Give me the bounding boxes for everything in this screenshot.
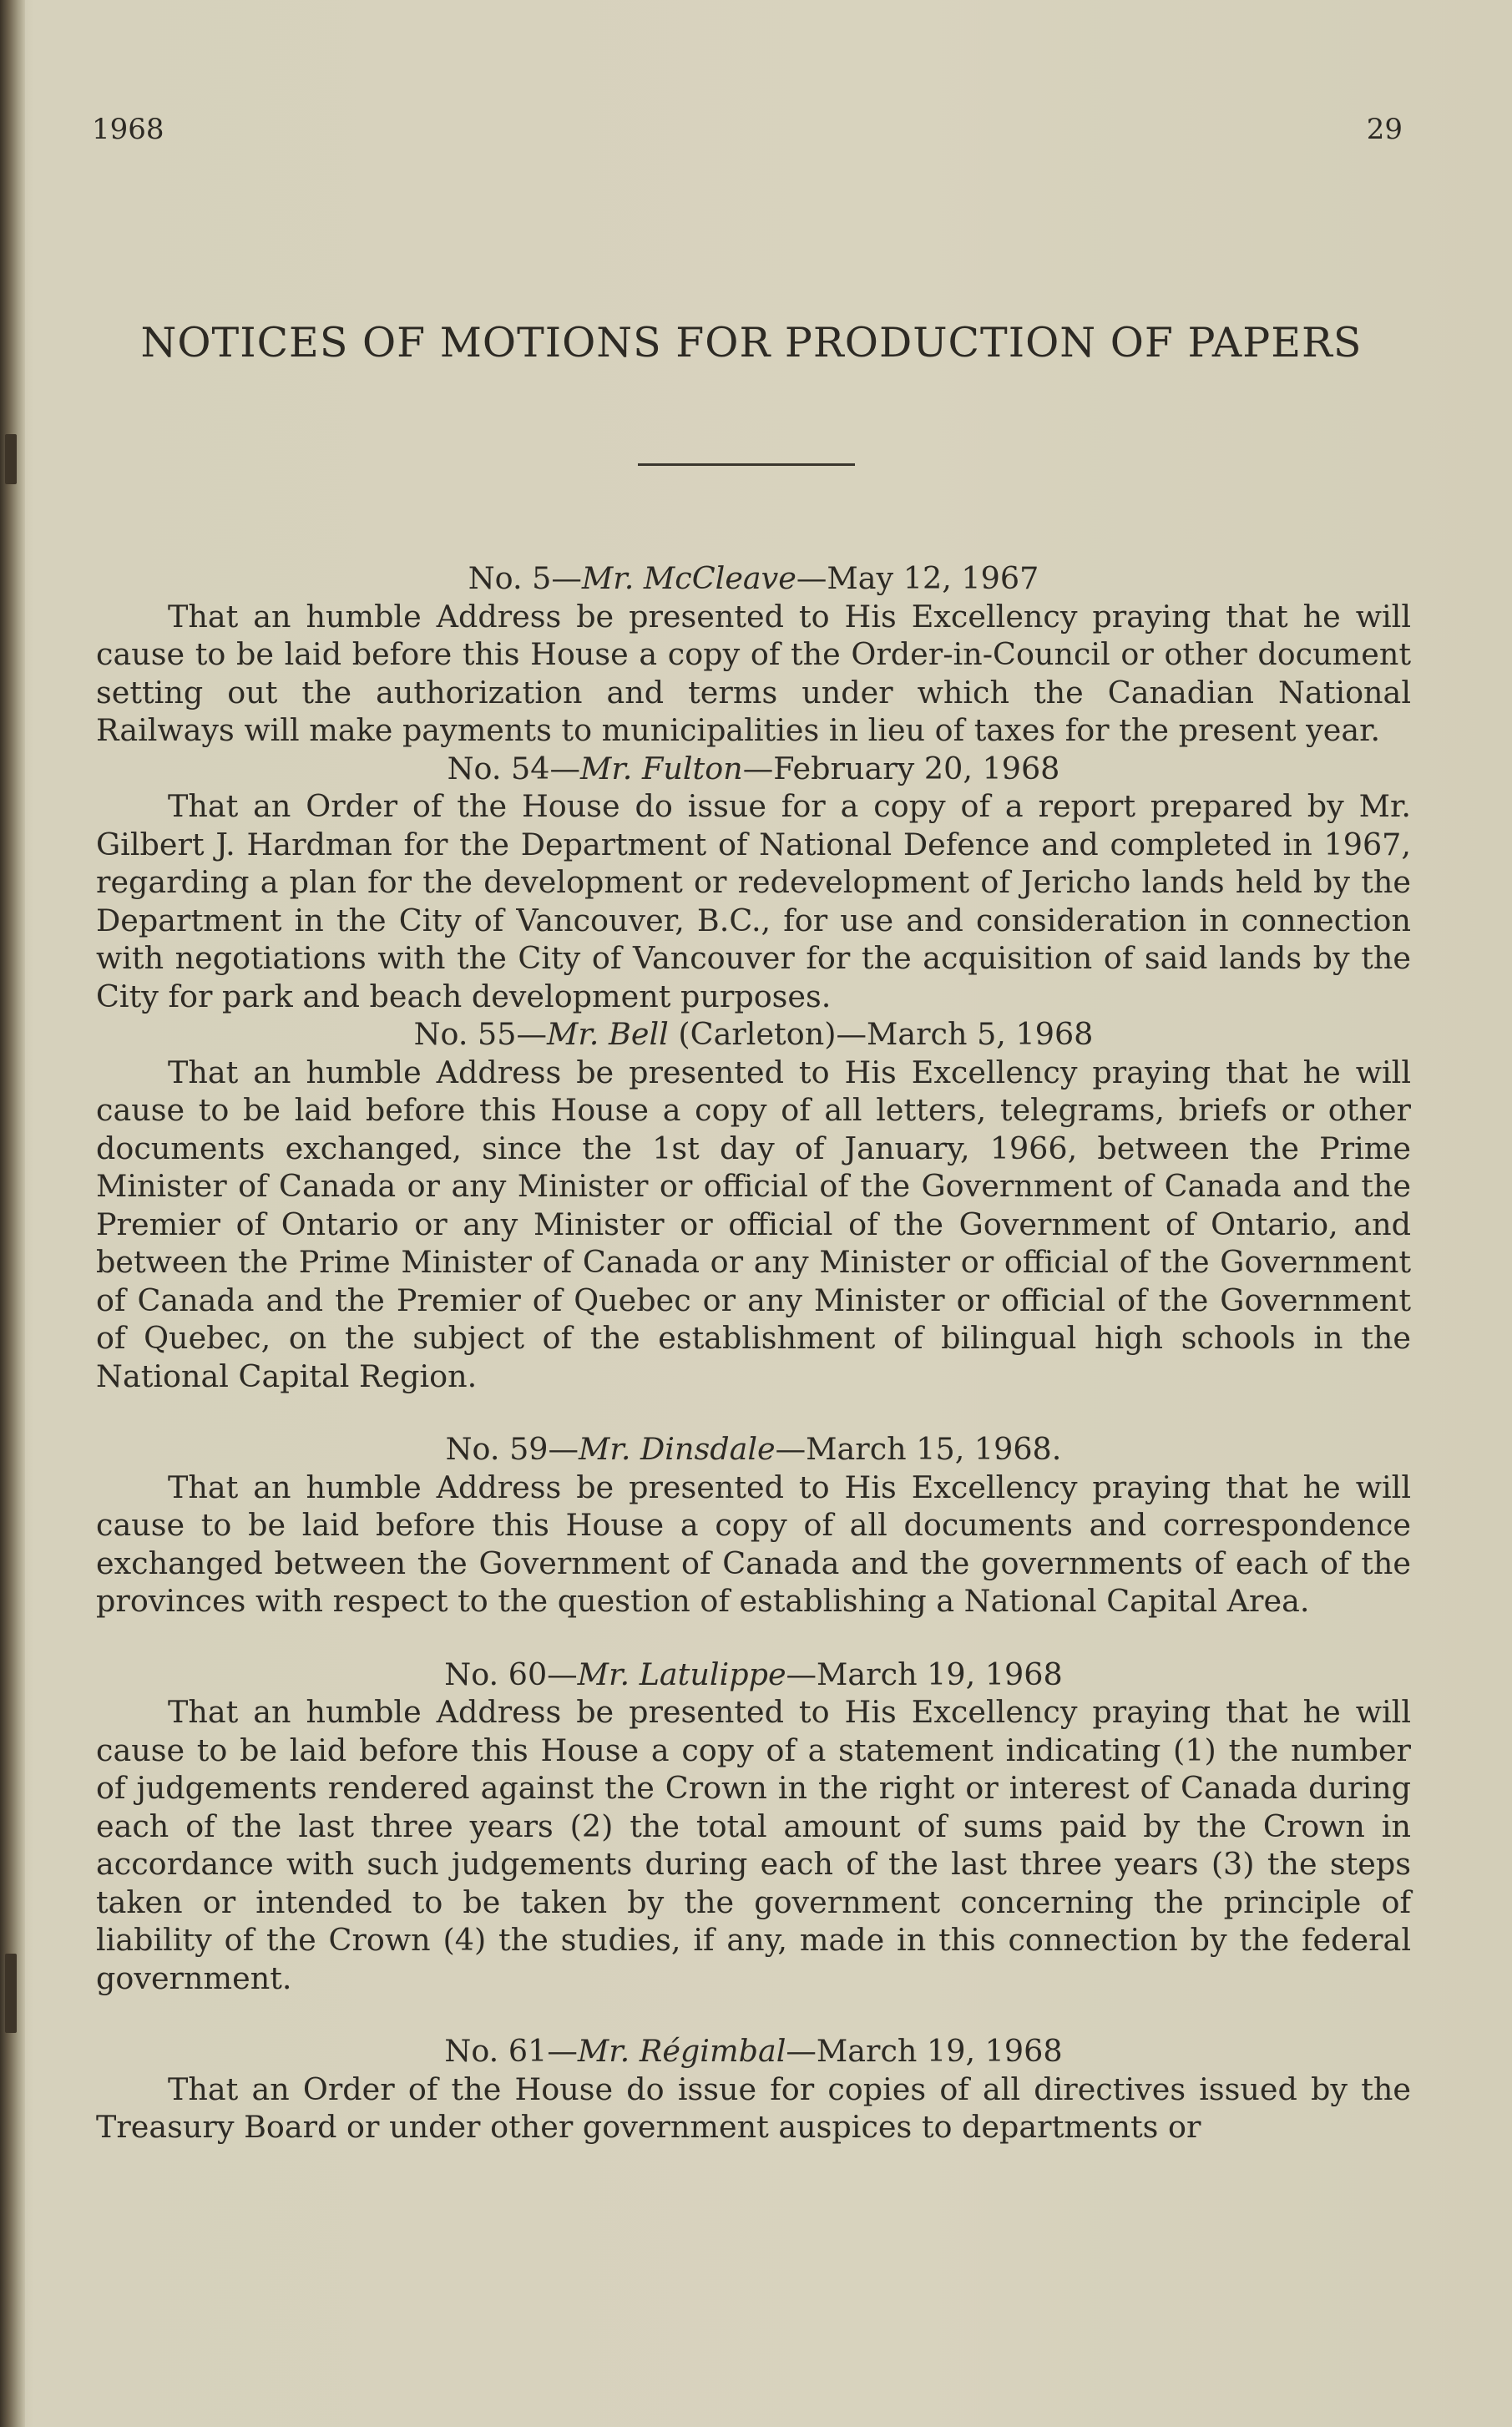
motion-item — [96, 1015, 1411, 1395]
motion-heading: No. 61—Mr. Régimbal—March 19, 1968 — [444, 2033, 1063, 2069]
motions-list — [96, 559, 1411, 2146]
page-number: 29 — [1366, 113, 1403, 146]
book-spine — [0, 0, 25, 2427]
page-header — [92, 113, 1403, 163]
motion-text: That an Order of the House do issue for a copy of a report prepared by Mr. Gilbert J. Hardman for the Department of National Defence and completed in 1967, regarding a plan for the development or redevelopment of Jericho lands held by the Department in the City of Vancouver, B.C., for use and consideration in connection with negotiations with the City of Vancouver for the acquisition of said lands by the City for park and beach development purposes. — [96, 788, 1411, 1014]
motion-number: No. 5 — [468, 560, 552, 596]
page-title: NOTICES OF MOTIONS FOR PRODUCTION OF PAPERS — [140, 319, 1363, 367]
motion-item — [96, 1656, 1411, 1998]
motion-member: Mr. Dinsdale — [579, 1431, 776, 1467]
binding-mark — [5, 434, 17, 484]
motion-heading: No. 54—Mr. Fulton—February 20, 1968 — [447, 750, 1060, 786]
spacer — [96, 1997, 1411, 2032]
spacer — [96, 1621, 1411, 1656]
motion-heading: No. 55—Mr. Bell (Carleton)—March 5, 1968 — [413, 1016, 1094, 1052]
motion-number: No. 59 — [445, 1431, 549, 1467]
motion-text: That an humble Address be presented to His Excellency praying that he will cause to be laid before this House a copy of the Order-in-Council or other document setting out the authorization and terms under which the Canadian National Railways will make payments to municipalities in lieu of taxes for the present year. — [96, 598, 1411, 748]
motion-date: March 15, 1968. — [806, 1431, 1062, 1467]
motion-member: Mr. Bell — [547, 1016, 669, 1052]
motion-member: Mr. Latulippe — [577, 1656, 786, 1692]
title-divider — [638, 463, 855, 466]
motion-number: No. 61 — [444, 2033, 548, 2069]
motion-member: Mr. Fulton — [580, 750, 743, 786]
motion-heading: No. 59—Mr. Dinsdale—March 15, 1968. — [445, 1431, 1062, 1467]
motion-text: That an humble Address be presented to His Excellency praying that he will cause to be laid before this House a copy of all letters, telegrams, briefs or other documents exchanged, since the 1st day of January, 1966, between the Prime Minister of Canada or any Minister or official of the Government of Canada and the Premier of Ontario or any Minister or official of the Government of Ontario, and between the Prime Minister of Canada or any Minister or official of the Government of Canada and the Premier of Quebec or any Minister or official of the Government of Quebec, on the subject of the establishment of bilingual high schools in the National Capital Region. — [96, 1054, 1411, 1394]
motion-date: March 5, 1968 — [866, 1016, 1094, 1052]
motion-date: March 19, 1968 — [817, 1656, 1063, 1692]
motion-number: No. 55 — [413, 1016, 517, 1052]
motion-item — [96, 750, 1411, 1016]
motion-member: Mr. McCleave — [581, 560, 796, 596]
motion-text: That an humble Address be presented to His Excellency praying that he will cause to be laid before this House a copy of all documents and correspondence exchanged between the Government of Canada and the governments of each of the provinces with respect to the question of establishing a National Capital Area. — [96, 1469, 1411, 1619]
motion-heading: No. 60—Mr. Latulippe—March 19, 1968 — [444, 1656, 1063, 1692]
motion-number: No. 60 — [444, 1656, 548, 1692]
motion-heading: No. 5—Mr. McCleave—May 12, 1967 — [468, 560, 1039, 596]
motion-item — [96, 559, 1411, 750]
header-year: 1968 — [92, 113, 164, 146]
motion-date: May 12, 1967 — [827, 560, 1039, 596]
motion-text: That an Order of the House do issue for copies of all directives issued by the Treasury Board or under other government auspices to departments or — [96, 2071, 1411, 2145]
motion-date: March 19, 1968 — [816, 2033, 1063, 2069]
spacer — [96, 1395, 1411, 1430]
motion-date: February 20, 1968 — [773, 750, 1060, 786]
motion-text: That an humble Address be presented to His Excellency praying that he will cause to be laid before this House a copy of a statement indicating (1) the number of judgements rendered against the Crown in the right or interest of Canada during each of the last three years (2) the total amount of sums paid by the Crown in accordance with such judgements during each of the last three years (3) the steps taken or intended to be taken by the government concerning the principle of liability of the Crown (4) the studies, if any, made in this connection by the federal government. — [96, 1694, 1411, 1996]
motion-number: No. 54 — [447, 750, 550, 786]
motion-item — [96, 1430, 1411, 1621]
motion-riding: (Carleton) — [678, 1016, 837, 1052]
binding-mark — [5, 1954, 17, 2033]
motion-item — [96, 2032, 1411, 2146]
motion-member: Mr. Régimbal — [577, 2033, 786, 2069]
